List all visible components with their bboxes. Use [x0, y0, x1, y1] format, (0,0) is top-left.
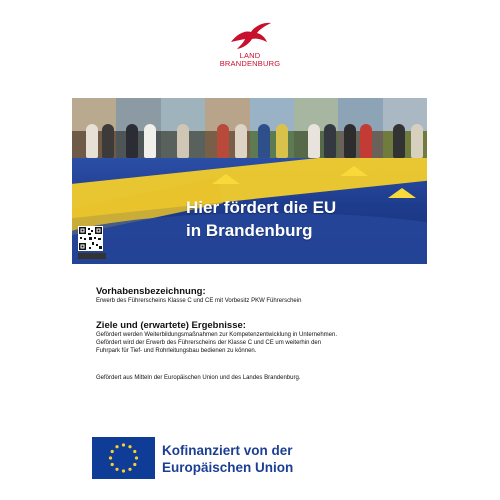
- photo-4: [205, 98, 249, 158]
- goals-heading: Ziele und (erwartete) Ergebnisse:: [96, 320, 246, 331]
- eu-flag-icon: [92, 437, 155, 479]
- photo-5: [250, 98, 294, 158]
- photo-6: [294, 98, 338, 158]
- photo-2: [116, 98, 160, 158]
- project-heading: Vorhabensbezeichnung:: [96, 286, 206, 297]
- logo-line-brandenburg: BRANDENBURG: [219, 59, 281, 68]
- land-brandenburg-logo: [215, 20, 285, 72]
- photo-8: [383, 98, 427, 158]
- eu-cofinanced-text: [162, 442, 293, 476]
- qr-caption: [78, 253, 106, 259]
- project-text: Erwerb des Führerscheins Klasse C und CE mit Vorbesitz PKW Führerschein: [96, 298, 302, 304]
- eu-text-line2: Europäischen Union: [162, 460, 294, 475]
- eu-text-line1: Kofinanziert von der: [162, 443, 293, 458]
- goals-section: [96, 320, 416, 355]
- photo-strip: [72, 98, 427, 158]
- goals-line-1: Gefördert werden Weiterbildungsmaßnahmen zur Kompetenzentwicklung in Unternehmen.: [96, 332, 338, 338]
- photo-7: [338, 98, 382, 158]
- photo-3: [161, 98, 205, 158]
- logo-line-land: LAND: [239, 51, 261, 60]
- star-shape: [388, 188, 416, 198]
- project-section: [96, 286, 416, 305]
- banner-title-line1: Hier fördert die EU: [186, 198, 337, 217]
- star-shape: [212, 174, 240, 184]
- banner-title: [186, 196, 336, 242]
- goals-line-3: Fuhrpark für Tief- und Rohrleitungsbau bedienen zu können.: [96, 348, 257, 354]
- banner-title-line2: in Brandenburg: [186, 221, 313, 240]
- star-shape: [340, 166, 368, 176]
- qr-code-icon[interactable]: [78, 226, 103, 251]
- eagle-icon: [227, 20, 273, 50]
- goals-line-2: Gefördert wird der Erwerb des Führerscheins der Klasse C und CE um weiterhin den: [96, 340, 322, 346]
- funding-note: Gefördert aus Mitteln der Europäischen Union und des Landes Brandenburg.: [96, 375, 301, 381]
- funding-section: [96, 374, 416, 382]
- photo-1: [72, 98, 116, 158]
